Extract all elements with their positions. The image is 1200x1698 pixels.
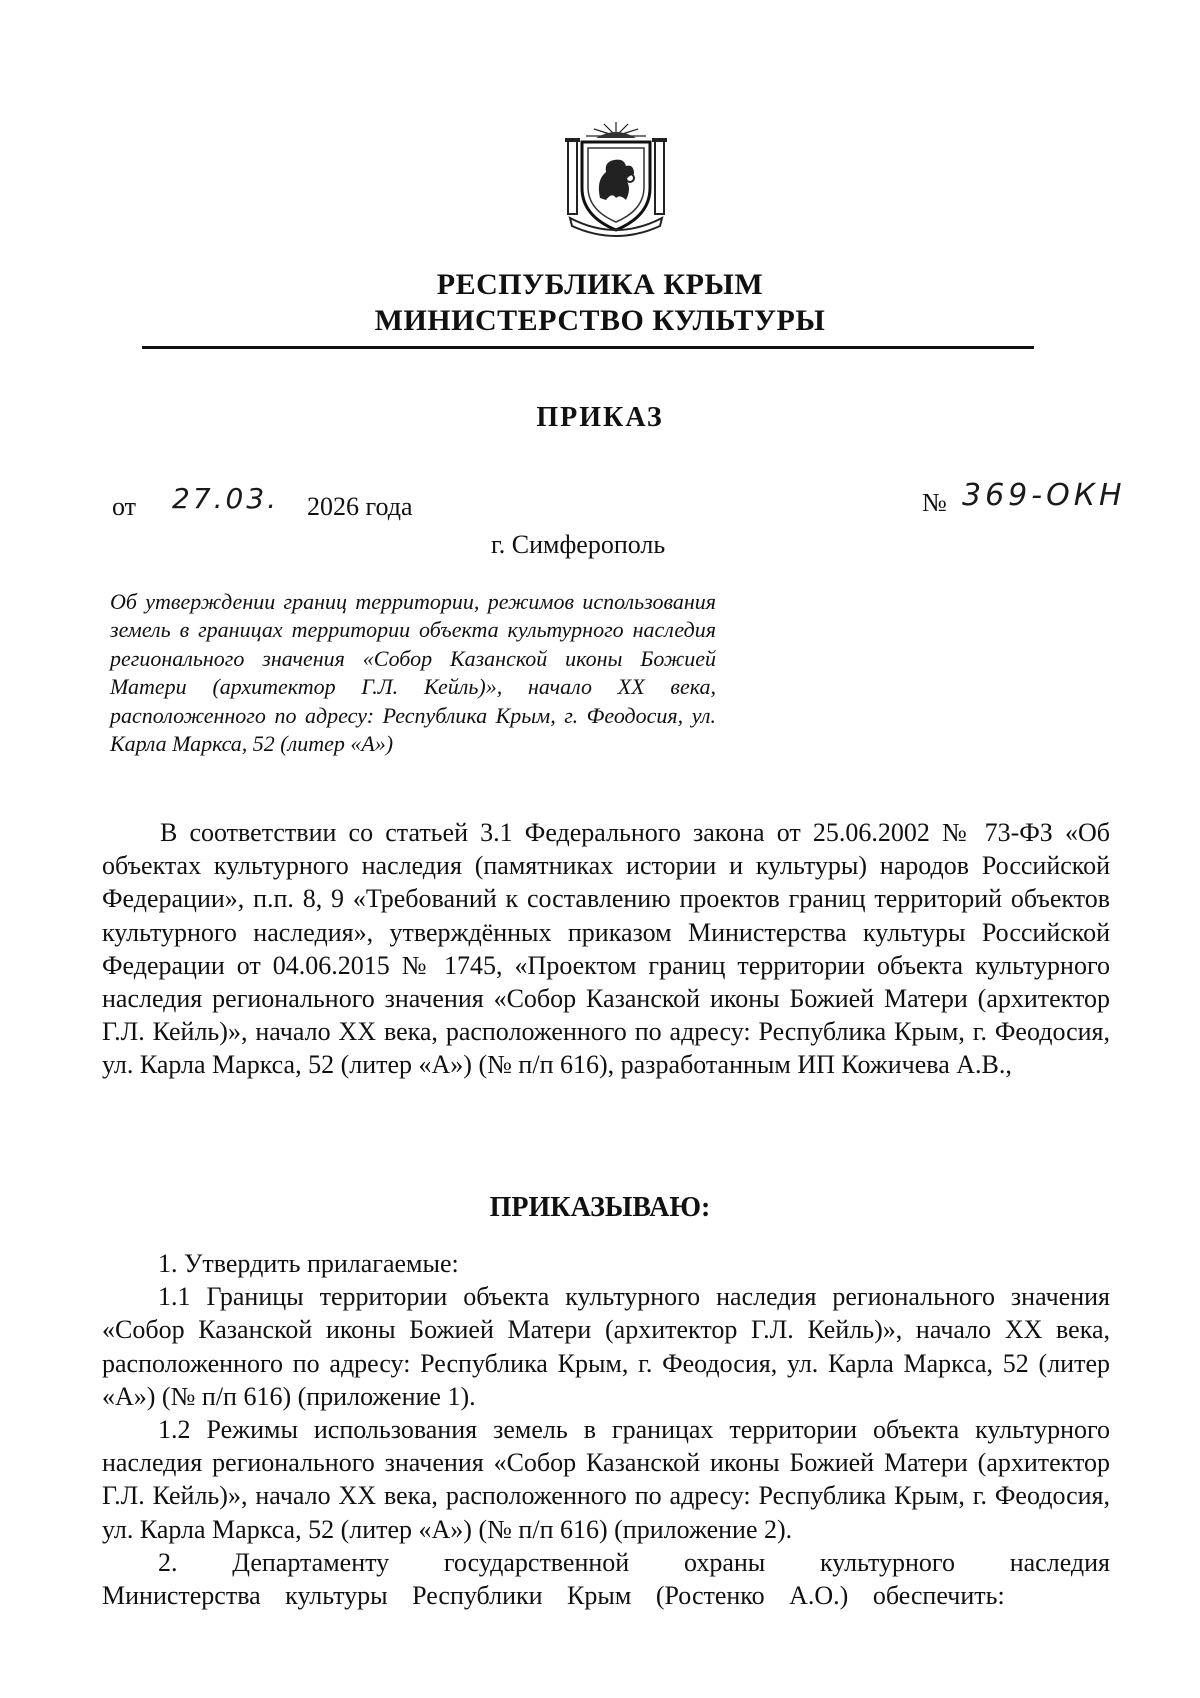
date-prefix: от xyxy=(112,492,137,521)
order-items xyxy=(102,1247,1110,1612)
republic-name: РЕСПУБЛИКА КРЫМ xyxy=(436,268,764,301)
item-2: 2. Департаменту государственной охраны культурного наследия Министерства культуры Республики Крым (Ростенко А.О.) обеспечить: xyxy=(102,1547,1110,1611)
header-divider xyxy=(142,346,1034,349)
number-sign: № xyxy=(922,488,947,517)
item-1: 1. Утвердить прилагаемые: xyxy=(158,1249,459,1278)
date-year: 2026 года xyxy=(307,492,413,521)
handwritten-order-number: 369-ОКН xyxy=(962,478,1126,513)
item-1-1: 1.1 Границы территории объекта культурного наследия регионального значения «Собор Казанской иконы Божией Матери (архитектор Г.Л. Кейль)», начало XX века, расположенного по адресу: Республика Крым, г. Феодосия, ул. Карла Маркса, 52 (литер «А») (№ п/п 616) (приложение 1). xyxy=(102,1282,1110,1411)
ministry-name: МИНИСТЕРСТВО КУЛЬТУРЫ xyxy=(374,304,826,337)
document-title: ПРИКАЗ xyxy=(536,402,664,433)
order-subject: Об утверждении границ территории, режимов использования земель в границах территории объекта культурного наследия регионального значения «Собор Казанской иконы Божией Матери (архитектор Г.Л. Кейль)», начало XX века, расположенного по адресу: Республика Крым, г. Феодосия, ул. Карла Маркса, 52 (литер «А») xyxy=(110,589,716,757)
preamble-paragraph: В соответствии со статьей 3.1 Федерального закона от 25.06.2002 № 73-ФЗ «Об объектах культурного наследия (памятниках истории и культуры) народов Российской Федерации», п.п. 8, 9 «Требований к составлению проектов границ территорий объектов культурного наследия», утверждённых приказом Министерства культуры Российской Федерации от 04.06.2015 № 1745, «Проектом границ территории объекта культурного наследия регионального значения «Собор Казанской иконы Божией Матери (архитектор Г.Л. Кейль)», начало XX века, расположенного по адресу: Республика Крым, г. Феодосия, ул. Карла Маркса, 52 (литер «А») (№ п/п 616), разработанным ИП Кожичева А.В., xyxy=(102,818,1110,1080)
item-1-2: 1.2 Режимы использования земель в границах территории объекта культурного наследия регионального значения «Собор Казанской иконы Божией Матери (архитектор Г.Л. Кейль)», начало XX века, расположенного по адресу: Республика Крым, г. Феодосия, ул. Карла Маркса, 52 (литер «А») (№ п/п 616) (приложение 2). xyxy=(102,1415,1110,1544)
command-heading: ПРИКАЗЫВАЮ: xyxy=(489,1192,711,1223)
coat-of-arms-icon xyxy=(560,118,672,240)
city: г. Симферополь xyxy=(491,530,666,559)
handwritten-date: 27.03. xyxy=(172,482,280,515)
